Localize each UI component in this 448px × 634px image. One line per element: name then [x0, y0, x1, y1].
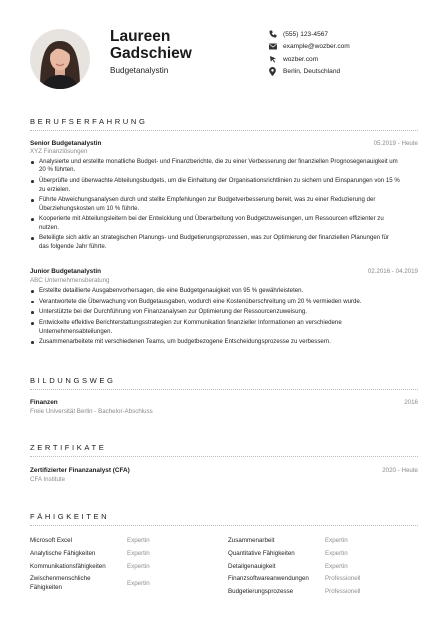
- skill-name: Quantitative Fähigkeiten: [228, 550, 295, 557]
- skill-level: Expertin: [127, 563, 150, 570]
- skill-level: Expertin: [127, 550, 150, 557]
- contact-list: [268, 28, 350, 78]
- phone-icon: [268, 30, 277, 38]
- skill-name: Analytische Fähigkeiten: [30, 550, 96, 557]
- email-icon: [268, 43, 277, 51]
- education-school: Freie Universität Berlin - Bachelor-Abschluss: [30, 408, 153, 415]
- job-2-title: Junior Budgetanalystin: [30, 268, 102, 275]
- section-divider: [30, 130, 418, 131]
- education-date: 2016: [404, 399, 418, 406]
- job-1-title: Senior Budgetanalystin: [30, 140, 102, 147]
- profile-photo: [30, 29, 90, 89]
- skill-level: Expertin: [127, 580, 150, 587]
- skill-name: Finanzsoftwareanwendungen: [228, 575, 309, 582]
- skill-level: Expertin: [127, 537, 150, 544]
- skill-level: Professionell: [325, 575, 361, 582]
- list-item: Unterstützte bei der Durchführung von Finanzanalysen zur Optimierung der Ressourcenzuweisung.: [30, 308, 400, 316]
- certificate-title: Zertifizierter Finanzanalyst (CFA): [30, 467, 130, 474]
- list-item: Erstellte detaillierte Ausgabenvorhersagen, die eine Budgetgenauigkeit von 95 % gewährleisteten.: [30, 287, 400, 295]
- section-title-certificates: ZERTIFIKATE: [30, 443, 107, 452]
- job-title: Budgetanalystin: [110, 66, 169, 75]
- skill-name: Zwischenmenschliche Fähigkeiten: [30, 575, 91, 591]
- section-divider: [30, 525, 418, 526]
- job-1-company: XYZ Finanzlösungen: [30, 148, 88, 155]
- skill-name: Zusammenarbeit: [228, 537, 275, 544]
- education-title: Finanzen: [30, 399, 58, 406]
- job-1-dates: 05.2019 - Heute: [373, 140, 418, 147]
- skill-level: Expertin: [325, 537, 348, 544]
- contact-location-text: Berlin, Deutschland: [283, 68, 341, 76]
- contact-email-text[interactable]: example@wozber.com: [283, 43, 350, 51]
- name-first: Laureen: [110, 28, 171, 45]
- skill-name: Budgetierungsprozesse: [228, 588, 294, 595]
- section-divider: [30, 389, 418, 390]
- job-1-bullets: [30, 158, 400, 254]
- section-title-skills: FÄHIGKEITEN: [30, 512, 110, 521]
- contact-phone-text[interactable]: (555) 123-4567: [283, 30, 329, 38]
- contact-location: [268, 66, 350, 79]
- list-item: Beteiligte sich aktiv an strategischen Planungs- und Budgetierungsprozessen, was zur Optimierung der finanziellen Planungen für das folgende Jahr führte.: [30, 234, 400, 251]
- list-item: Verantwortete die Überwachung von Budgetausgaben, wodurch eine Kostenüberschreitung um 20 % vermieden wurde.: [30, 298, 400, 306]
- name-last: Gadschiew: [110, 45, 192, 62]
- skill-name: Kommunikationsfähigkeiten: [30, 563, 106, 570]
- job-2-company: ABC Unternehmensberatung: [30, 277, 110, 284]
- contact-email: [268, 41, 350, 54]
- certificate-issuer: CFA Institute: [30, 476, 66, 483]
- link-icon: [268, 55, 277, 63]
- skill-level: Expertin: [325, 563, 348, 570]
- skill-name: Detailgenauigkeit: [228, 563, 276, 570]
- skill-level: Expertin: [325, 550, 348, 557]
- list-item: Entwickelte effektive Berichterstattungsstrategien zur Kommunikation finanzieller Informationen an verschiedene Unternehmensabteilungen.: [30, 319, 400, 336]
- location-icon: [268, 68, 277, 76]
- list-item: Kooperierte mit Abteilungsleitern bei der Entwicklung und Überarbeitung von Budgetzuweisungen, um Ressourcen effizienter zu nutzen.: [30, 215, 400, 232]
- list-item: Analysierte und erstellte monatliche Budget- und Finanzberichte, die zu einer Verbesserung der finanziellen Prognosegenauigkeit um 20 % führten.: [30, 158, 400, 175]
- contact-phone: [268, 28, 350, 41]
- certificate-date: 2020 - Heute: [382, 467, 418, 474]
- list-item: Zusammenarbeitete mit verschiedenen Teams, um budgetbezogene Entscheidungsprozesse zu verbessern.: [30, 338, 400, 346]
- list-item: Überprüfte und überwachte Abteilungsbudgets, um die Einhaltung der Organisationsrichtlinien zu sichern und Einsparungen von 15 % zu erzielen.: [30, 177, 400, 194]
- section-title-experience: BERUFSERFAHRUNG: [30, 117, 148, 126]
- contact-website: [268, 53, 350, 66]
- list-item: Führte Abweichungsanalysen durch und stellte Empfehlungen zur Budgetverbesserung bereit, was zu einer Reduzierung der Überziehungskosten um 10 % führte.: [30, 196, 400, 213]
- job-2-bullets: [30, 287, 400, 349]
- candidate-name: [110, 28, 192, 62]
- section-title-education: BILDUNGSWEG: [30, 376, 116, 385]
- job-2-dates: 02.2016 - 04.2019: [367, 268, 418, 275]
- contact-website-text[interactable]: wozber.com: [283, 55, 319, 63]
- skill-name: Microsoft Excel: [30, 537, 72, 544]
- section-divider: [30, 456, 418, 457]
- skill-level: Professionell: [325, 588, 361, 595]
